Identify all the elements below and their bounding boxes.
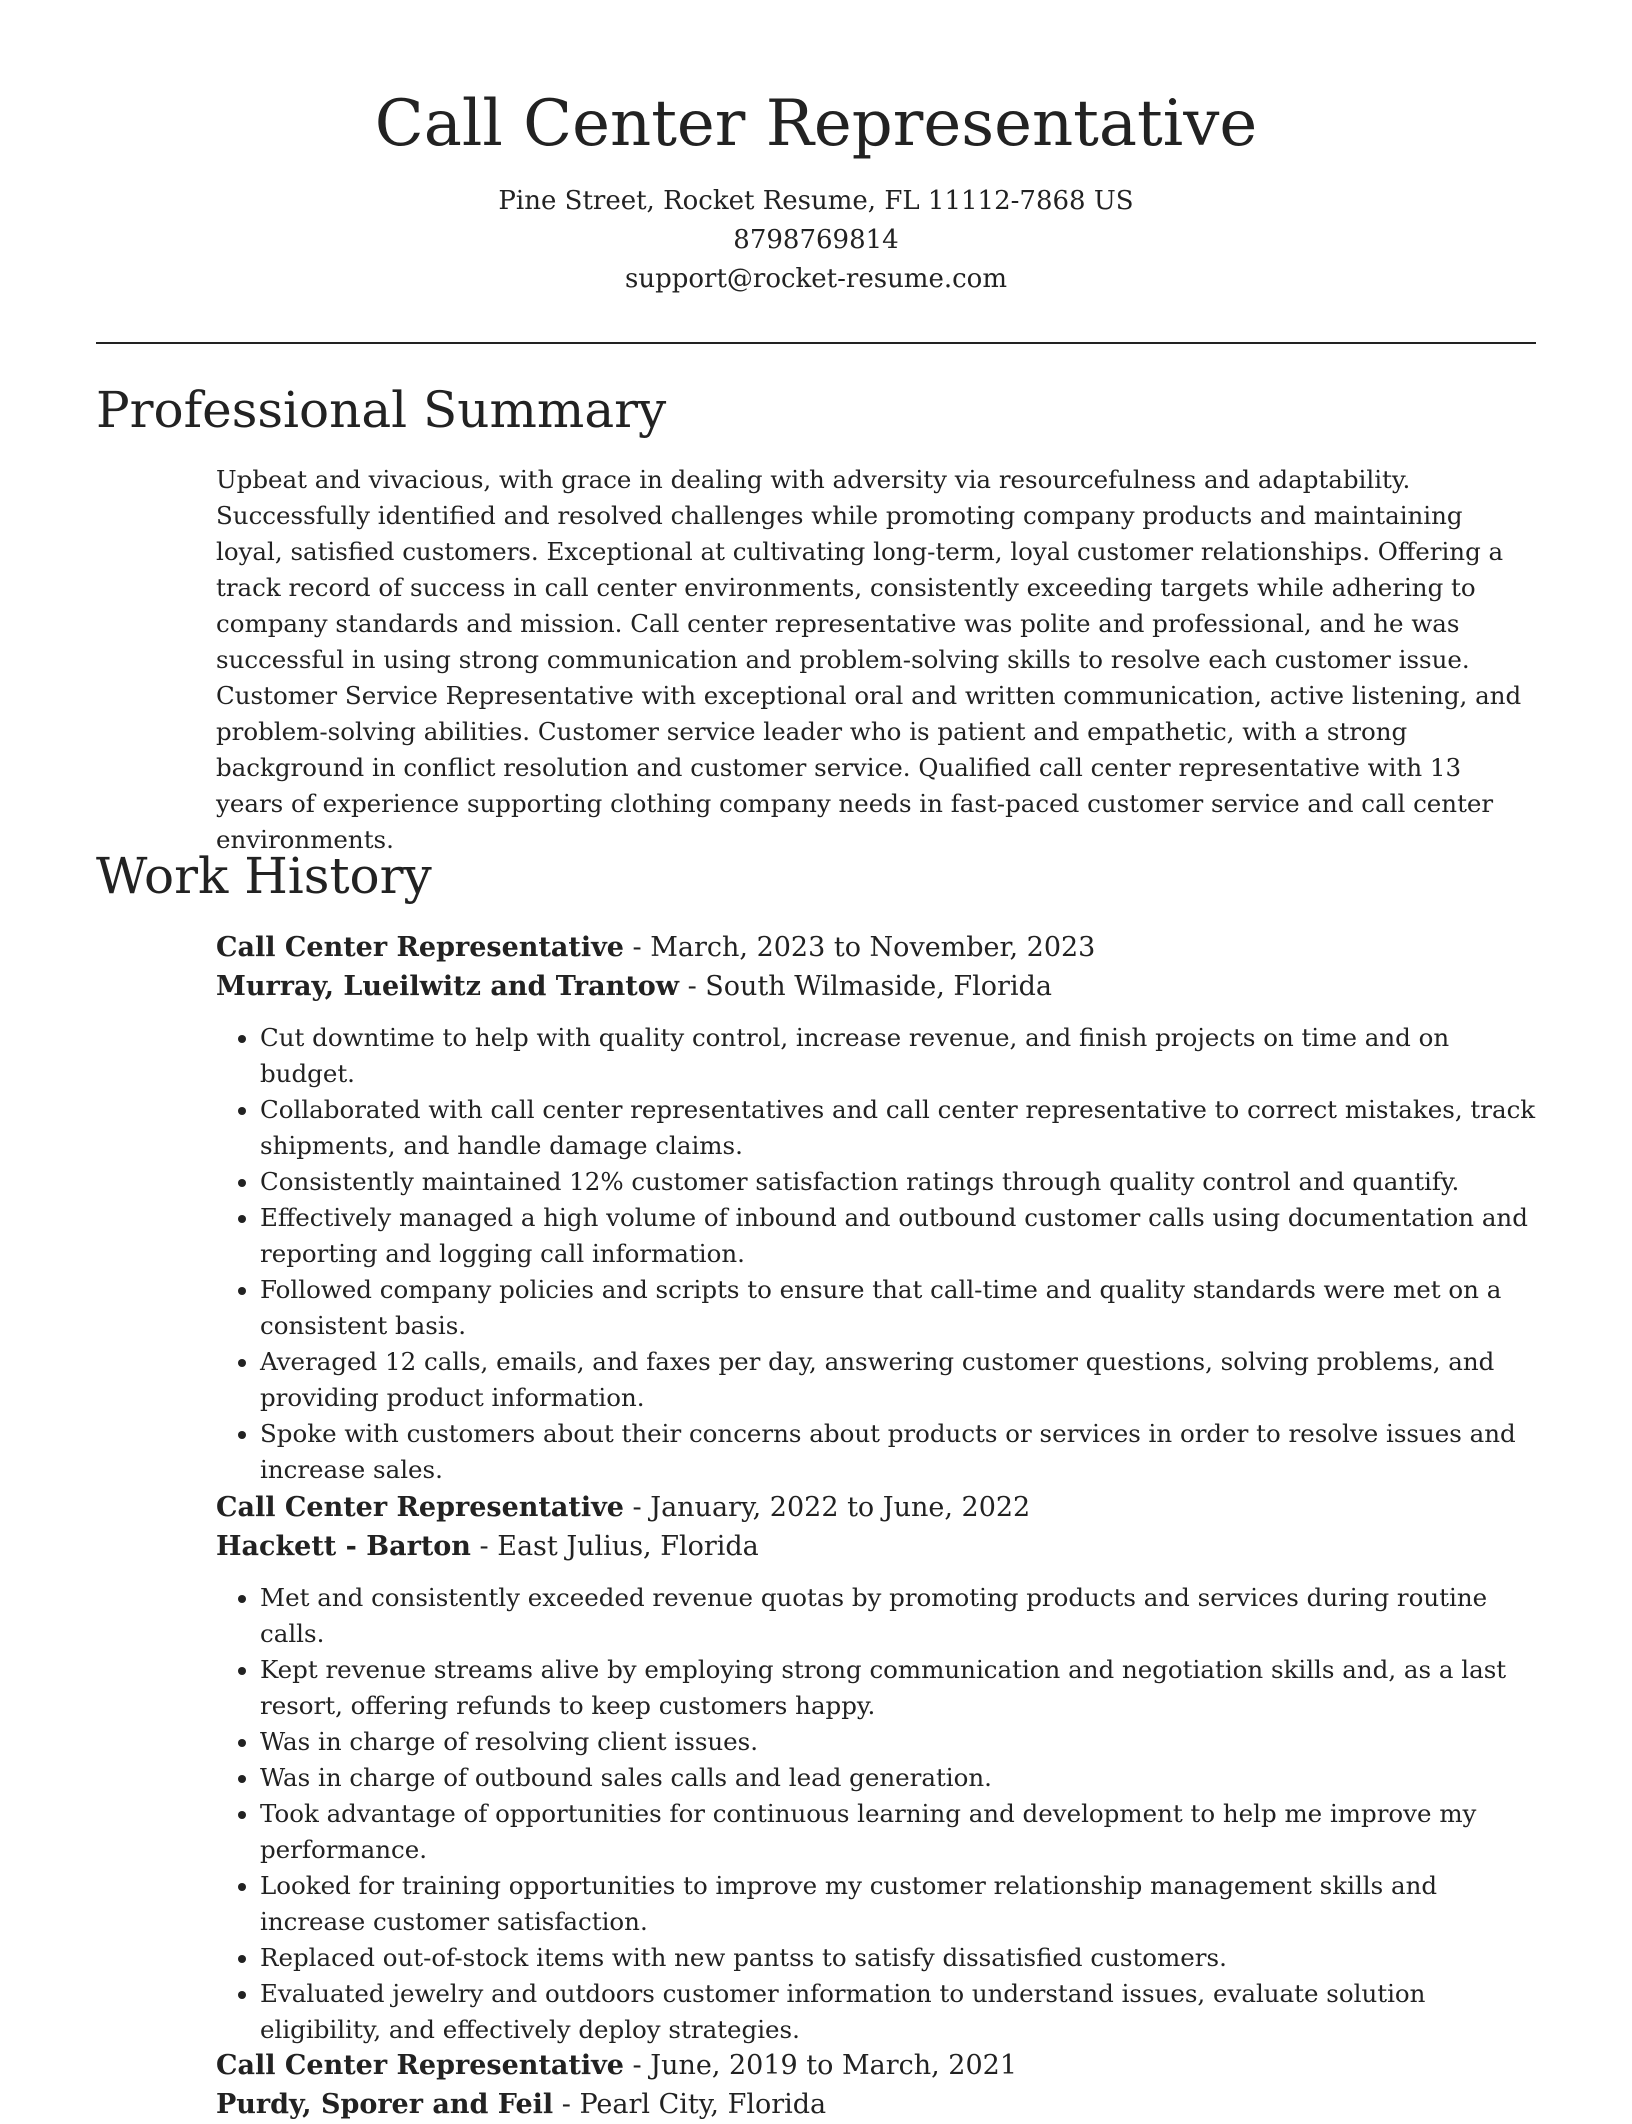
job-bullet: • Evaluated jewelry and outdoors customer information to understand issues, evaluate solution eligibility, and effectively deploy strategies.	[260, 1976, 1536, 2048]
summary-heading: Professional Summary	[96, 381, 667, 439]
job-bullet: • Looked for training opportunities to improve my customer relationship management skills and increase customer satisfaction.	[260, 1868, 1536, 1940]
job-separator: -	[678, 971, 706, 1002]
job-company-line	[216, 1527, 1536, 1566]
job-bullet: • Consistently maintained 12% customer satisfaction ratings through quality control and quantify.	[260, 1164, 1536, 1200]
job-company-line	[216, 967, 1536, 1006]
contact-email: support@rocket-resume.com	[624, 264, 1007, 294]
job-dates: June, 2019 to March, 2021	[650, 2050, 1018, 2081]
job-bullet: • Was in charge of resolving client issues.	[260, 1724, 1536, 1760]
job-separator: -	[623, 2050, 651, 2081]
job-bullet: • Collaborated with call center representatives and call center representative to correct mistakes, track shipments, and handle damage claims.	[260, 1092, 1536, 1164]
job-company-line	[216, 2085, 1536, 2124]
job-separator: -	[470, 1531, 498, 1562]
resume-header	[0, 0, 1632, 299]
job-entry	[216, 2046, 1536, 2124]
contact-block	[0, 182, 1632, 299]
contact-phone: 8798769814	[733, 225, 899, 255]
job-location: East Julius, Florida	[497, 1531, 759, 1562]
job-bullet: • Cut downtime to help with quality control, increase revenue, and finish projects on time and on budget.	[260, 1020, 1536, 1092]
job-separator: -	[623, 1492, 651, 1523]
job-company: Purdy, Sporer and Feil	[216, 2089, 554, 2120]
job-role: Call Center Representative	[216, 1492, 624, 1523]
job-company: Murray, Lueilwitz and Trantow	[216, 971, 679, 1002]
job-bullet: • Averaged 12 calls, emails, and faxes per day, answering customer questions, solving problems, and providing product information.	[260, 1344, 1536, 1416]
job-entry	[216, 1488, 1536, 2048]
job-bullet: • Replaced out-of-stock items with new pantss to satisfy dissatisfied customers.	[260, 1940, 1536, 1976]
job-bullet: • Spoke with customers about their concerns about products or services in order to resolve issues and increase sales.	[260, 1416, 1536, 1488]
job-bullet: • Kept revenue streams alive by employing strong communication and negotiation skills and, as a last resort, offering refunds to keep customers happy.	[260, 1652, 1536, 1724]
summary-text: Upbeat and vivacious, with grace in dealing with adversity via resourcefulness and adaptability. Successfully identified and resolved challenges while promoting company products and maintaining loyal, satisfied customers. Exceptional at cultivating long-term, loyal customer relationships. Offering a track record of success in call center environments, consistently exceeding targets while adhering to company standards and mission. Call center representative was polite and professional, and he was successful in using strong communication and problem-solving skills to resolve each customer issue. Customer Service Representative with exceptional oral and written communication, active listening, and problem-solving abilities. Customer service leader who is patient and empathetic, with a strong background in conflict resolution and customer service. Qualified call center representative with 13 years of experience supporting clothing company needs in fast-paced customer service and call center environments.	[216, 465, 1522, 854]
job-bullet: • Met and consistently exceeded revenue quotas by promoting products and services during routine calls.	[260, 1580, 1536, 1652]
job-dates: March, 2023 to November, 2023	[650, 932, 1096, 963]
job-role-line	[216, 1488, 1536, 1527]
header-divider	[96, 342, 1536, 344]
job-location: Pearl City, Florida	[579, 2089, 827, 2120]
candidate-title: Call Center Representative	[374, 87, 1258, 161]
job-bullet-list	[216, 1020, 1536, 1488]
job-role: Call Center Representative	[216, 932, 624, 963]
job-bullet: • Effectively managed a high volume of inbound and outbound customer calls using documentation and reporting and logging call information.	[260, 1200, 1536, 1272]
job-separator: -	[623, 932, 651, 963]
work-history-heading: Work History	[96, 847, 432, 905]
job-bullet: • Followed company policies and scripts to ensure that call-time and quality standards were met on a consistent basis.	[260, 1272, 1536, 1344]
job-bullet-list	[216, 1580, 1536, 2048]
job-bullet: • Took advantage of opportunities for continuous learning and development to help me improve my performance.	[260, 1796, 1536, 1868]
job-company: Hackett - Barton	[216, 1531, 471, 1562]
job-role: Call Center Representative	[216, 2050, 624, 2081]
contact-address: Pine Street, Rocket Resume, FL 11112-7868 US	[498, 186, 1134, 216]
job-role-line	[216, 928, 1536, 967]
job-location: South Wilmaside, Florida	[705, 971, 1052, 1002]
job-bullet: • Was in charge of outbound sales calls and lead generation.	[260, 1760, 1536, 1796]
job-entry	[216, 928, 1536, 1488]
job-dates: January, 2022 to June, 2022	[650, 1492, 1031, 1523]
job-role-line	[216, 2046, 1536, 2085]
job-separator: -	[553, 2089, 580, 2120]
